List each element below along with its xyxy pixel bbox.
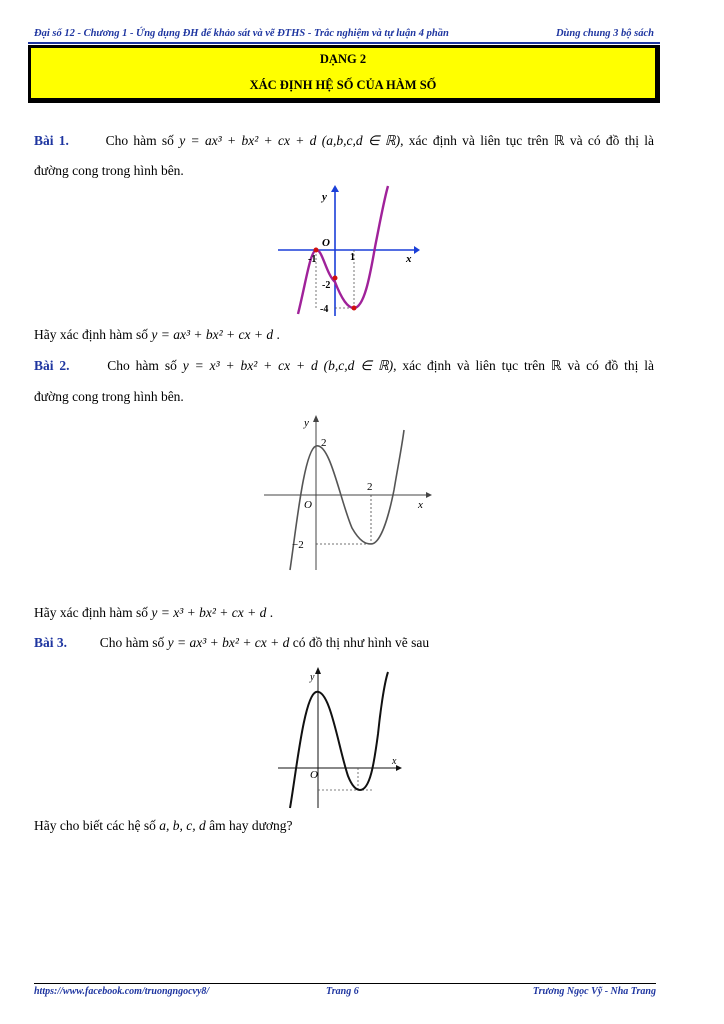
bai2-x-arrow xyxy=(426,492,432,498)
bai3-question-prefix: Hãy cho biết các hệ số xyxy=(34,818,156,833)
section-banner xyxy=(28,45,660,103)
bai3-x-label: x xyxy=(392,756,397,767)
bai3-question xyxy=(34,818,293,834)
bai3-rest: có đồ thị như hình vẽ sau xyxy=(292,635,430,650)
bai2-rest: , xác định và liên tục trên ℝ và có đồ thị là xyxy=(393,358,655,373)
bai2-tick-m2: −2 xyxy=(292,539,304,551)
bai3-curve xyxy=(290,672,388,808)
bai1-x-label: x xyxy=(406,253,412,265)
bai2-question-suffix: . xyxy=(269,605,274,620)
bai2-statement xyxy=(34,358,654,374)
bai3-question-vars: a, b, c, d xyxy=(159,818,206,833)
bai3-statement xyxy=(34,635,429,651)
bai2-tick-x2: 2 xyxy=(367,481,373,493)
bai1-question xyxy=(34,327,280,343)
footer-page-number: Trang 6 xyxy=(326,986,359,997)
bai2-y-label: y xyxy=(304,417,309,429)
bai3-graph xyxy=(274,664,404,810)
bai3-intro: Cho hàm số xyxy=(99,635,165,650)
bai3-y-arrow xyxy=(315,667,321,674)
bai3-question-suffix: âm hay dương? xyxy=(209,818,293,833)
bai1-graph xyxy=(272,182,420,318)
footer-divider xyxy=(34,983,656,984)
bai1-point-max xyxy=(314,248,319,253)
bai1-question-formula: y = ax³ + bx² + cx + d xyxy=(151,327,274,342)
bai1-x-arrow xyxy=(414,246,420,254)
bai3-y-label: y xyxy=(310,672,315,683)
bai1-label: Bài 1. xyxy=(34,133,69,148)
bai3-label: Bài 3. xyxy=(34,635,68,650)
bai2-origin-label: O xyxy=(304,499,312,511)
page-header xyxy=(34,28,654,42)
bai1-line2: đường cong trong hình bên. xyxy=(34,163,184,178)
bai1-tick-m2: -2 xyxy=(322,280,331,291)
bai2-question-formula: y = x³ + bx² + cx + d xyxy=(151,605,267,620)
footer-author: Trương Ngọc Vỹ - Nha Trang xyxy=(532,986,656,997)
bai2-question xyxy=(34,605,273,621)
bai1-statement xyxy=(34,133,654,149)
bai2-y-arrow xyxy=(313,415,319,422)
bai2-x-label: x xyxy=(418,499,423,511)
header-left: Đại số 12 - Chương 1 - Ứng dụng ĐH để khảo sát và vẽ ĐTHS - Trắc nghiệm và tự luận 4 phần xyxy=(34,28,449,39)
bai1-point-y-int xyxy=(333,276,338,281)
banner-title: DẠNG 2 xyxy=(319,52,367,66)
bai1-tick-m4: -4 xyxy=(320,304,329,315)
bai2-tick-y2: 2 xyxy=(321,437,327,449)
banner-subtitle: XÁC ĐỊNH HỆ SỐ CỦA HÀM SỐ xyxy=(249,78,437,92)
bai2-question-prefix: Hãy xác định hàm số xyxy=(34,605,148,620)
bai1-intro: Cho hàm số xyxy=(105,133,174,148)
bai1-y-arrow xyxy=(331,185,339,192)
bai2-label: Bài 2. xyxy=(34,358,70,373)
bai1-point-min xyxy=(352,306,357,311)
bai2-intro: Cho hàm số xyxy=(107,358,177,373)
bai1-origin-label: O xyxy=(322,237,330,249)
footer-link[interactable]: https://www.facebook.com/truongngocvy8/ xyxy=(34,986,210,997)
header-right: Dùng chung 3 bộ sách xyxy=(555,28,654,39)
bai3-formula: y = ax³ + bx² + cx + d xyxy=(167,635,290,650)
bai3-origin-label: O xyxy=(310,769,318,781)
bai2-graph xyxy=(260,410,432,574)
bai1-tick-m1: -1 xyxy=(308,254,317,265)
bai1-tick-1: 1 xyxy=(350,252,355,263)
bai1-rest: , xác định và liên tục trên ℝ và có đồ thị là xyxy=(400,133,655,148)
bai2-formula: y = x³ + bx² + cx + d (b,c,d ∈ ℝ) xyxy=(182,358,394,373)
bai1-question-prefix: Hãy xác định hàm số xyxy=(34,327,148,342)
bai1-question-suffix: . xyxy=(276,327,280,342)
header-divider xyxy=(28,42,660,44)
bai1-formula: y = ax³ + bx² + cx + d (a,b,c,d ∈ ℝ) xyxy=(179,133,401,148)
bai3-x-arrow xyxy=(396,765,402,771)
bai1-y-label: y xyxy=(322,191,327,203)
bai2-line2: đường cong trong hình bên. xyxy=(34,389,184,404)
